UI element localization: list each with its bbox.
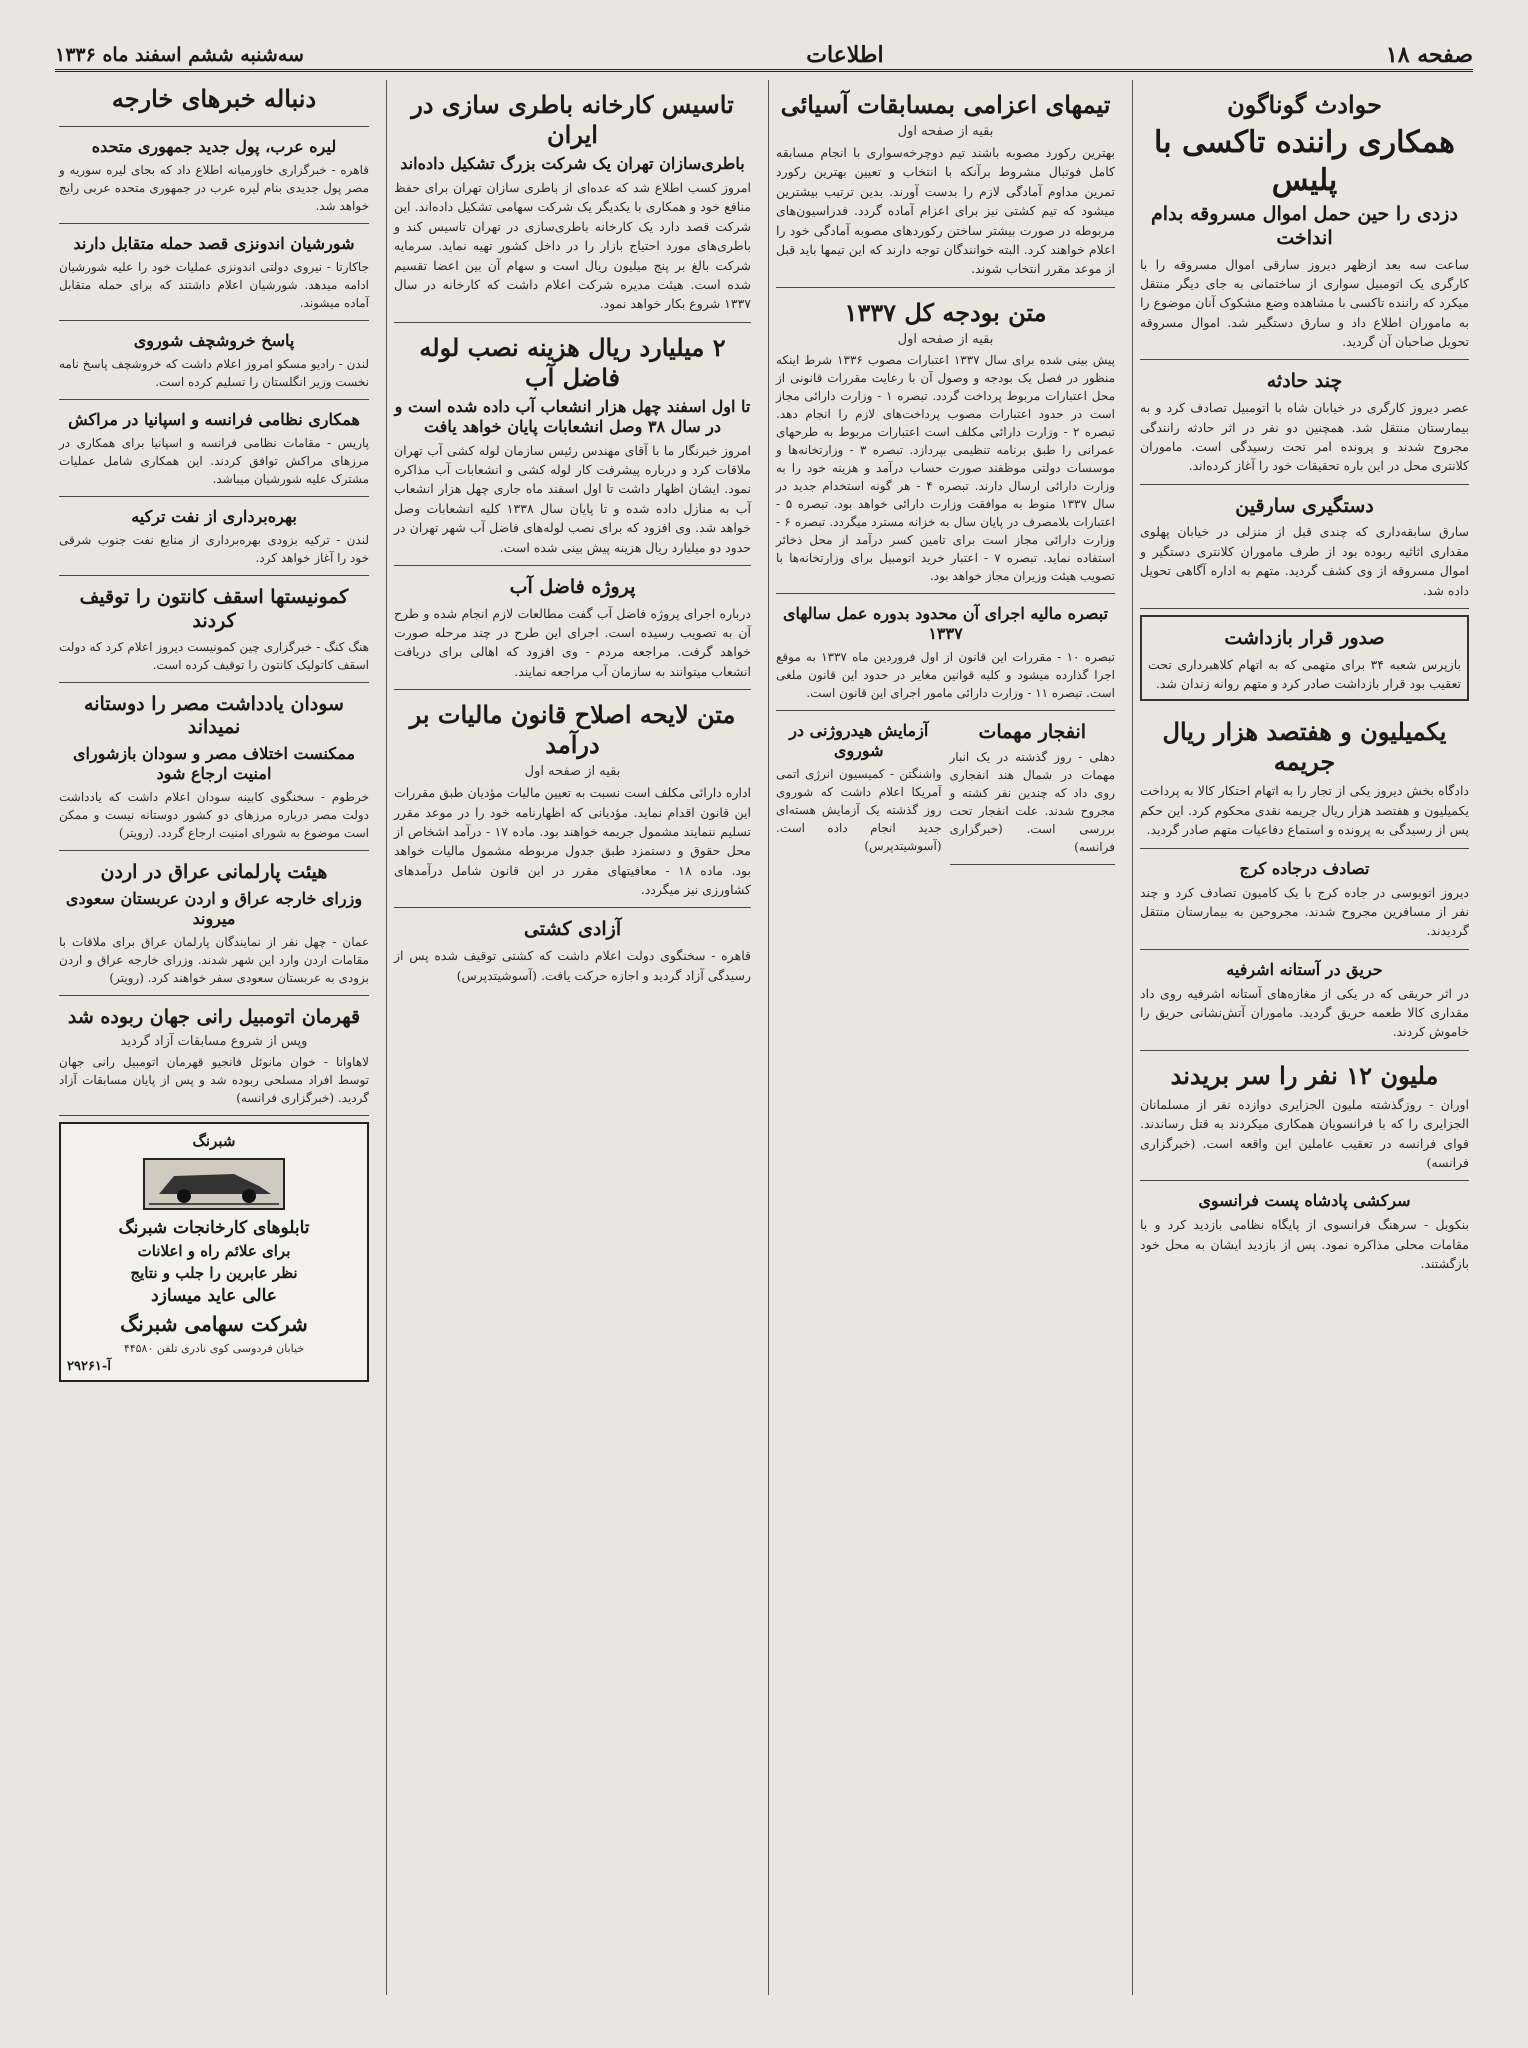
article-turkey-oil: [59, 497, 369, 576]
headline: آزادی کشتی: [523, 918, 622, 941]
article-iraq-jordan: [59, 851, 369, 996]
article-asian-games: [776, 80, 1115, 288]
headline: حوادث گوناگون: [1227, 90, 1382, 119]
article-body: بهترین رکورد مصوبه باشند تیم دوچرخه‌سواری با انجام مسابقه کامل فوتبال مشروط برآنکه با انتخاب و تعیین بهترین رکورد تمرین مداوم آمادگی لازم را بدست آورند. بدین ترتیب بیشترین میشود که تیم کشتی نیز برای اعزام آماده گردد. فدراسیون‌های مربوطه در صورت بیشتر ساختن رکوردهای مصوبه آمادگی خود را اعلام خواهند کرد. البته خوانندگان توجه دارند که این تیمها باید قبل از موعد مقرر انتخاب شوند.: [776, 145, 1115, 277]
article-sewage: [394, 323, 751, 566]
subheadline: ممکنست اختلاف مصر و سودان بازشورای امنیت ارجاع شود: [72, 744, 356, 783]
article-arrest-order: [1140, 615, 1469, 702]
column-1: [1132, 80, 1476, 1995]
headline: کمونیستها اسقف کانتون را توقیف کردند: [79, 586, 349, 632]
ad-headline: تابلوهای کارخانجات شبرنگ: [118, 1217, 310, 1238]
bottom-briefs: [776, 711, 1115, 866]
article-morocco: [59, 400, 369, 497]
subheadline: دزدی را حین حمل اموال مسروقه بدام انداخت: [1151, 203, 1458, 249]
article-body: قاهره - خبرگزاری خاورمیانه اطلاع داد که بجای لیره سوریه و مصر پول جدیدی بنام لیره عرب در جمهوری متحده عربی رایج خواهد شد.: [59, 163, 369, 213]
article-taxi-police: [1140, 80, 1469, 360]
article-body: واشنگتن - کمیسیون انرژی اتمی آمریکا اعلام داشت که شوروی روز گذشته یک آزمایش هسته‌ای جدید انجام داده است. (آسوشیتدپرس): [776, 766, 942, 853]
article-budget: [776, 288, 1115, 594]
headline: دستگیری سارقین: [1235, 494, 1374, 517]
article-inspection: [1140, 1181, 1469, 1281]
subheadline: وزرای خارجه عراق و اردن عربستان سعودی میروند: [65, 888, 363, 928]
headline: ۲ میلیارد ریال هزینه نصب لوله فاضل آب: [419, 332, 726, 392]
article-thieves: [1140, 485, 1469, 609]
article-incidents: [1140, 360, 1469, 484]
article-hydrogen-test: [776, 711, 942, 866]
ad-code: آ-۲۹۲۶۱: [67, 1358, 111, 1374]
headline: حریق در آستانه اشرفیه: [1226, 959, 1383, 979]
article-body: ساعت سه بعد ازظهر دیروز سارقی اموال مسروقه را با کارگری یک اتومبیل سواری از ساختمانی به جای دیگر منتقل میکرد که راننده تاکسی با مشاهده وضع مشکوک آنان موضوع را به ماموران اطلاع داد و سارق دستگیر شد. اموال مسروقه تحویل صاحبان آن گردید.: [1140, 256, 1469, 349]
headline: همکاری راننده تاکسی با پلیس: [1154, 125, 1455, 198]
masthead: [55, 40, 1473, 72]
headline: لیره عرب، پول جدید جمهوری متحده: [91, 137, 337, 156]
newspaper-name: اطلاعات: [806, 41, 884, 68]
headline: تیمهای اعزامی بمسابقات آسیائی: [780, 90, 1111, 119]
article-body: امروز کسب اطلاع شد که عده‌ای از باطری سازان تهران برای حفظ منافع خود و همکاری با یکدیگر یک شرکت سهامی تشکیل داده‌اند. این شرکت قصد دارد یک کارخانه باطری‌سازی در تهران تاسیس کند و باطری‌های مورد احتیاج بازار را در داخل کشور تهیه نماید. سرمایه شرکت بالغ بر پنج میلیون ریال است و سهام آن بین اعضا تقسیم شده است. هیئت مدیره شرکت اعلام داشت که کارخانه در سال ۱۳۳۷ شروع بکار خواهد نمود.: [394, 180, 751, 312]
article-body: قاهره - سخنگوی دولت اعلام داشت که کشتی توقیف شده پس از رسیدگی آزاد گردید و اجازه حرکت یافت. (آسوشیتدپرس): [394, 948, 751, 983]
article-body: درباره اجرای پروژه فاضل آب گفت مطالعات لازم انجام شده و طرح آن به تصویب رسیده است. اجرای این طرح در چند مرحله صورت خواهد گرفت. مراجعه مردم - وی افزود که اهالی برای دریافت انشعاب میتوانند به سازمان آب مراجعه نمایند.: [394, 605, 751, 679]
article-karaj-crash: [1140, 849, 1469, 950]
continuation-note: بقیه از صفحه اول: [897, 331, 994, 347]
article-body: پاریس - مقامات نظامی فرانسه و اسپانیا برای همکاری در مرزهای مراکش توافق کردند. این همکاری شامل عملیات مشترک علیه شورشیان میباشد.: [59, 436, 369, 486]
article-body: لاهاوانا - خوان مانوئل فانجیو قهرمان اتومبیل رانی جهان توسط افراد مسلحی ربوده شد و پس از پایان مسابقات آزاد گردید. (خبرگزاری فرانسه): [59, 1054, 369, 1105]
headline: ملیون ۱۲ نفر را سر بریدند: [1170, 1060, 1439, 1090]
ad-line: نظر عابرین را جلب و نتایج: [130, 1263, 298, 1282]
article-body: اوران - روزگذشته ملیون الجزایری دوازده نفر از مسلمانان الجزایری را که با فرانسویان همکاری میکردند به قتل رساندند. قوای فرانسه در تعقیب عاملین این واقعه است. (خبرگزاری فرانسه): [1140, 1096, 1469, 1170]
article-body: جاکارتا - نیروی دولتی اندونزی عملیات خود را علیه شورشیان ادامه میدهد. شورشیان اعلام داشتند که برای حمله متقابل آماده میشوند.: [59, 260, 369, 310]
headline: قهرمان اتومبیل رانی جهان ربوده شد: [67, 1005, 361, 1028]
headline: سودان یادداشت مصر را دوستانه نمیداند: [84, 692, 344, 739]
article-body: دیروز اتوبوسی در جاده کرج با یک کامیون تصادف کرد و چند نفر از مسافرین مجروح شدند. مجروحین به بیمارستان منتقل گردیدند.: [1140, 884, 1469, 939]
article-body: عمان - چهل نفر از نمایندگان پارلمان عراق برای ملاقات با مقامات اردن وارد این شهر شدند. وزرای خارجه عراق و اردن بزودی به عربستان سعودی سفر خواهند کرد. (رویتر): [59, 934, 369, 985]
column-3: [386, 80, 758, 1995]
headline: پروژه فاضل آب: [509, 575, 636, 598]
article-battery-factory: [394, 80, 751, 323]
article-body: هنگ کنگ - خبرگزاری چین کمونیست دیروز اعلام کرد که دولت اسقف کاتولیک کانتون را توقیف کرده است.: [59, 639, 369, 672]
section-title: دنباله خبرهای خارجه: [111, 84, 317, 113]
article-canton-bishop: [59, 576, 369, 683]
article-indonesia: [59, 224, 369, 321]
ad-line: برای علائم راه و اعلانات: [137, 1241, 291, 1260]
car-illustration-icon: [139, 1154, 289, 1214]
article-body: تبصره ۱۰ - مقررات این قانون از اول فروردین ماه ۱۳۳۷ به موقع اجرا گذارده میشود و کلیه قوانین مغایر در حدود این قانون ملغی است. تبصره ۱۱ - وزارت دارائی مامور اجرای این قانون است.: [776, 649, 1115, 700]
article-body: امروز خبرنگار ما با آقای مهندس رئیس سازمان لوله کشی آب تهران ملاقات کرد و درباره پیشرفت کار لوله کشی و انشعابات آب مذاکره نمود. ایشان اظهار داشت تا اول اسفند ماه جاری چهل هزار انشعاب آب به منازل داده شده و تا پایان سال ۱۳۳۸ کلیه انشعابات وصل خواهد شد. وی افزود که برای نصب لوله‌های فاضل آب شهر تهران در حدود دو میلیارد ریال هزینه پیش بینی شده است.: [394, 442, 751, 555]
article-body: خرطوم - سخنگوی کابینه سودان اعلام داشت که یادداشت دولت مصر درباره مرزهای دو کشور دوستانه نیست و ممکن است موضوع به شورای امنیت ارجاع گردد. (رویتر): [59, 790, 369, 840]
article-ship-release: [394, 908, 751, 993]
article-explosion: [950, 711, 1116, 866]
headline: انفجار مهمات: [978, 720, 1087, 743]
headline: بهره‌برداری از نفت ترکیه: [131, 507, 297, 526]
headline: متن بودجه کل ۱۳۳۷: [844, 297, 1047, 327]
subheadline: وپس از شروع مسابقات آزاد گردید: [120, 1033, 308, 1049]
headline: یکمیلیون و هفتصد هزار ریال جریمه: [1162, 717, 1447, 777]
page-number: صفحه ۱۸: [1385, 41, 1473, 68]
article-budget-note: [776, 594, 1115, 711]
article-sewage-project: [394, 566, 751, 690]
headline: شورشیان اندونزی قصد حمله متقابل دارند: [73, 234, 355, 253]
article-body: دادگاه بخش دیروز یکی از تجار را به اتهام احتکار کالا به پرداخت یکمیلیون و هفتصد هزار ریال جریمه نقدی محکوم کرد. این حکم پس از رسیدگی به پرونده و استماع دفاعیات متهم صادر گردید.: [1140, 783, 1469, 838]
article-fangio: [59, 996, 369, 1116]
article-foreign-news-header: [59, 84, 369, 127]
subheadline: باطری‌سازان تهران یک شرکت بزرگ تشکیل داده‌اند: [400, 154, 745, 173]
subheadline: تا اول اسفند چهل هزار انشعاب آب داده شده است و در سال ۳۸ وصل انشعابات پایان خواهد یافت: [394, 396, 751, 436]
article-fire: [1140, 950, 1469, 1051]
headline: چند حادثه: [1266, 370, 1343, 393]
article-body: اداره دارائی مکلف است نسبت به تعیین مالیات مؤدیان طبق مقررات این قانون اقدام نماید. مؤدیانی که اظهارنامه خود را در موعد مقرر تسلیم ننمایند مشمول جریمه خواهند بود. ماده ۱۷ - درآمد اشخاص از محل حقوق و دستمزد طبق جدول مربوطه مشمول مالیات خواهد بود. ماده ۱۸ - معافیتهای مقرر در این قانون شامل درآمدهای کشاورزی نیز میگردد.: [394, 785, 751, 897]
article-sudan-egypt: [59, 683, 369, 852]
headline: تاسیس کارخانه باطری سازی در ایران: [411, 90, 734, 149]
article-body: بازپرس شعبه ۳۴ برای متهمی که به اتهام کلاهبرداری تحت تعقیب بود قرار بازداشت صادر کرد و متهم روانه زندان شد.: [1148, 656, 1461, 691]
article-arab-pound: [59, 127, 369, 224]
ad-address: خیابان فردوسی کوی نادری تلفن ۴۴۵۸۰: [123, 1341, 305, 1355]
headline: صدور قرار بازداشت: [1224, 626, 1385, 649]
ad-brand: شبرنگ: [192, 1131, 236, 1150]
ad-line: عالی عاید میسازد: [151, 1285, 277, 1306]
ad-company: شرکت سهامی شبرنگ: [120, 1311, 308, 1336]
continuation-note: بقیه از صفحه اول: [897, 124, 994, 139]
article-body: لندن - رادیو مسکو امروز اعلام داشت که خروشچف پاسخ نامه نخست وزیر انگلستان را تسلیم کرده است.: [59, 357, 369, 389]
article-body: در اثر حریقی که در یکی از مغازه‌های آستانه اشرفیه روی داد مقداری کالا طعمه حریق گردید. ماموران آتش‌نشانی حریق را خاموش کردند.: [1140, 985, 1469, 1040]
continuation-note: بقیه از صفحه اول: [524, 764, 621, 780]
issue-date: سه‌شنبه ششم اسفند ماه ۱۳۳۶: [55, 43, 304, 66]
article-body: پیش بینی شده برای سال ۱۳۳۷ اعتبارات مصوب ۱۳۳۶ شرط اینکه منظور در فصل یک بودجه و وصول آن با رعایت مقررات قانونی از محل اعتبارات مربوط پرداخت گردد. تبصره ۱ - وزارت دارائی مجاز است در حدود اعتبارات مصوب پرداخت‌های لازم را انجام دهد. تبصره ۲ - وزارت دارائی مکلف است اعتبارات مربوط به طرحهای عمرانی را طبق برنامه تنظیمی بپردازد. تبصره ۳ - وزارتخانه‌ها و موسسات دولتی موظفند صورت حساب درآمد و هزینه خود را به وزارت دارائی ارسال دارند. تبصره ۴ - هر گونه استخدام جدید در سال ۱۳۳۷ منوط به موافقت وزارت دارائی خواهد بود. تبصره ۵ - اعتبارات بلامصرف در پایان سال به خزانه مسترد میگردد. تبصره ۶ - وزارت دارائی مجاز است برای تامین کسر درآمد از محل ذخائر استفاده نماید. تبصره ۷ - اعتبار خرید اتومبیل برای وزارتخانه‌ها با تصویب هیئت وزیران مجاز خواهد بود.: [776, 352, 1116, 583]
article-algeria: [1140, 1051, 1469, 1182]
headline: آزمایش هیدروژنی در شوروی: [789, 720, 929, 760]
headline: پاسخ خروشچف شوروی: [133, 331, 295, 350]
article-body: لندن - ترکیه بزودی بهره‌برداری از منابع نفت جنوب شرقی خود را آغاز خواهد کرد.: [59, 533, 369, 565]
column-2: [768, 80, 1122, 1995]
article-khrushchev: [59, 321, 369, 400]
article-body: سارق سابقه‌داری که چندی قبل از منزلی در خیابان پهلوی مقداری اثاثیه ربوده بود از طرف ماموران کلانتری دستگیر و اموال مسروقه از وی کشف گردید. متهم به اداره آگاهی تحویل داده شد.: [1140, 524, 1469, 598]
article-body: دهلی - روز گذشته در یک انبار مهمات در شمال هند انفجاری روی داد که چندین نفر کشته و مجروح شدند. علت انفجار تحت بررسی است. (خبرگزاری فرانسه): [949, 750, 1115, 855]
headline: هیئت پارلمانی عراق در اردن: [100, 861, 328, 883]
headline: همکاری نظامی فرانسه و اسپانیا در مراکش: [68, 410, 360, 429]
article-body: عصر دیروز کارگری در خیابان شاه با اتومبیل تصادف کرد و به بیمارستان منتقل شد. همچنین دو نفر در اثر حادثه رانندگی مجروح شدند و پرونده امر تحت رسیدگی است. ماموران کلانتری محل در این باره تحقیقات خود را آغاز کرده‌اند.: [1140, 400, 1469, 474]
headline: متن لایحه اصلاح قانون مالیات بر درآمد: [409, 700, 736, 760]
advertisement-shabrang: [59, 1122, 369, 1382]
article-income-tax: [394, 690, 751, 908]
article-fine: [1140, 707, 1469, 848]
headline: سرکشی پادشاه پست فرانسوی: [1198, 1191, 1411, 1211]
column-4: [52, 80, 376, 1995]
headline: تصادف درجاده کرج: [1239, 858, 1370, 878]
headline: تبصره مالیه اجرای آن محدود بدوره عمل سالهای ۱۳۳۷: [782, 603, 1109, 643]
article-body: بنکوبل - سرهنگ فرانسوی از پایگاه نظامی بازدید کرد و با مقامات محلی مذاکره نمود. پس از بازدید ایشان به محل خود بازگشتند.: [1140, 1217, 1469, 1271]
